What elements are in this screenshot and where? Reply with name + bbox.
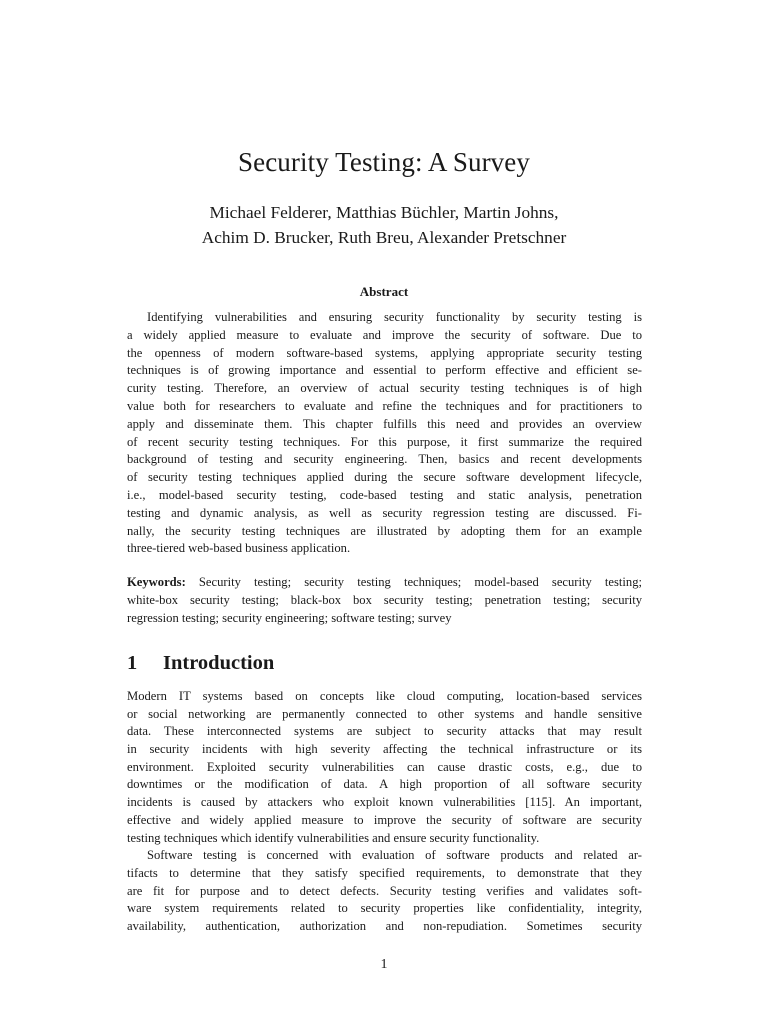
abstract-line: of security testing techniques applied during the secure software development lifecycle,	[127, 470, 642, 485]
introduction-body	[127, 688, 642, 936]
author-list	[0, 200, 768, 250]
abstract-line: curity testing. Therefore, an overview of actual security testing techniques is of high	[127, 381, 642, 396]
section-title: Introduction	[163, 652, 275, 674]
abstract-line: testing and dynamic analysis, as well as security regression testing are discussed. Fi-	[127, 505, 642, 520]
intro-line: testing techniques which identify vulnerabilities and ensure security functionality.	[127, 830, 540, 845]
keywords-label: Keywords:	[127, 575, 186, 589]
intro-line: incidents is caused by attackers who exploit known vulnerabilities [115]. An important,	[127, 795, 642, 810]
intro-line: downtimes or the modification of data. A high proportion of all software security	[127, 777, 642, 792]
abstract-line: i.e., model-based security testing, code-based testing and static analysis, penetration	[127, 487, 642, 502]
paper-title: Security Testing: A Survey	[238, 147, 530, 177]
author-line-1: Michael Felderer, Matthias Büchler, Martin Johns,	[209, 203, 559, 222]
intro-line: are fit for purpose and to detect defects. Security testing verifies and validates soft-	[127, 883, 642, 898]
abstract-line: three-tiered web-based business application.	[127, 541, 351, 556]
intro-line: in security incidents with high severity affecting the technical infrastructure or its	[127, 742, 642, 757]
keywords-text: Security testing; security testing techniques; model-based security testing;	[198, 575, 642, 589]
intro-line: effective and widely applied measure to improve the security of software are security	[127, 812, 642, 827]
intro-line: tifacts to determine that they satisfy specified requirements, to demonstrate that they	[127, 865, 642, 880]
abstract-heading: Abstract	[359, 284, 409, 299]
author-line-2: Achim D. Brucker, Ruth Breu, Alexander Pretschner	[201, 228, 567, 247]
abstract-line: a widely applied measure to evaluate and improve the security of software. Due to	[127, 327, 642, 342]
abstract-line: the openness of modern software-based systems, applying appropriate security testing	[127, 345, 642, 360]
abstract-line: of recent security testing techniques. For this purpose, it first summarize the required	[127, 434, 642, 449]
keywords-line-2: white-box security testing; black-box box security testing; penetration testing; security	[127, 592, 642, 607]
abstract-line: value both for researchers to evaluate and refine the techniques and for practitioners to	[127, 398, 642, 413]
intro-line: environment. Exploited security vulnerabilities can cause drastic costs, e.g., due to	[127, 759, 642, 774]
intro-line: Modern IT systems based on concepts like cloud computing, location-based services	[127, 689, 642, 703]
page-number: 1	[380, 957, 388, 972]
intro-line: data. These interconnected systems are subject to security attacks that may result	[127, 724, 642, 739]
section-number: 1	[127, 652, 138, 674]
keywords-line-1	[127, 574, 642, 592]
intro-line: Software testing is concerned with evaluation of software products and related ar-	[147, 848, 642, 863]
keywords-line-3: regression testing; security engineering; software testing; survey	[127, 610, 452, 625]
abstract-line: apply and disseminate them. This chapter fulfills this need and provides an overview	[127, 416, 642, 431]
abstract-line: techniques is of growing importance and essential to perform effective and efficient se-	[127, 363, 642, 378]
abstract-line: nally, the security testing techniques are illustrated by adopting them for an example	[127, 523, 642, 538]
intro-line: or social networking are permanently connected to other systems and handle sensitive	[127, 706, 642, 721]
abstract-body	[127, 309, 642, 558]
keywords-block	[127, 574, 642, 627]
abstract-line: background of testing and security engineering. Then, basics and recent developments	[127, 452, 642, 467]
intro-line: availability, authentication, authorization and non-repudiation. Sometimes security	[127, 918, 642, 933]
abstract-line: Identifying vulnerabilities and ensuring security functionality by security testing is	[147, 310, 642, 324]
intro-line: ware system requirements related to security properties like confidentiality, integrity,	[127, 901, 642, 916]
section-heading-introduction	[127, 648, 274, 678]
